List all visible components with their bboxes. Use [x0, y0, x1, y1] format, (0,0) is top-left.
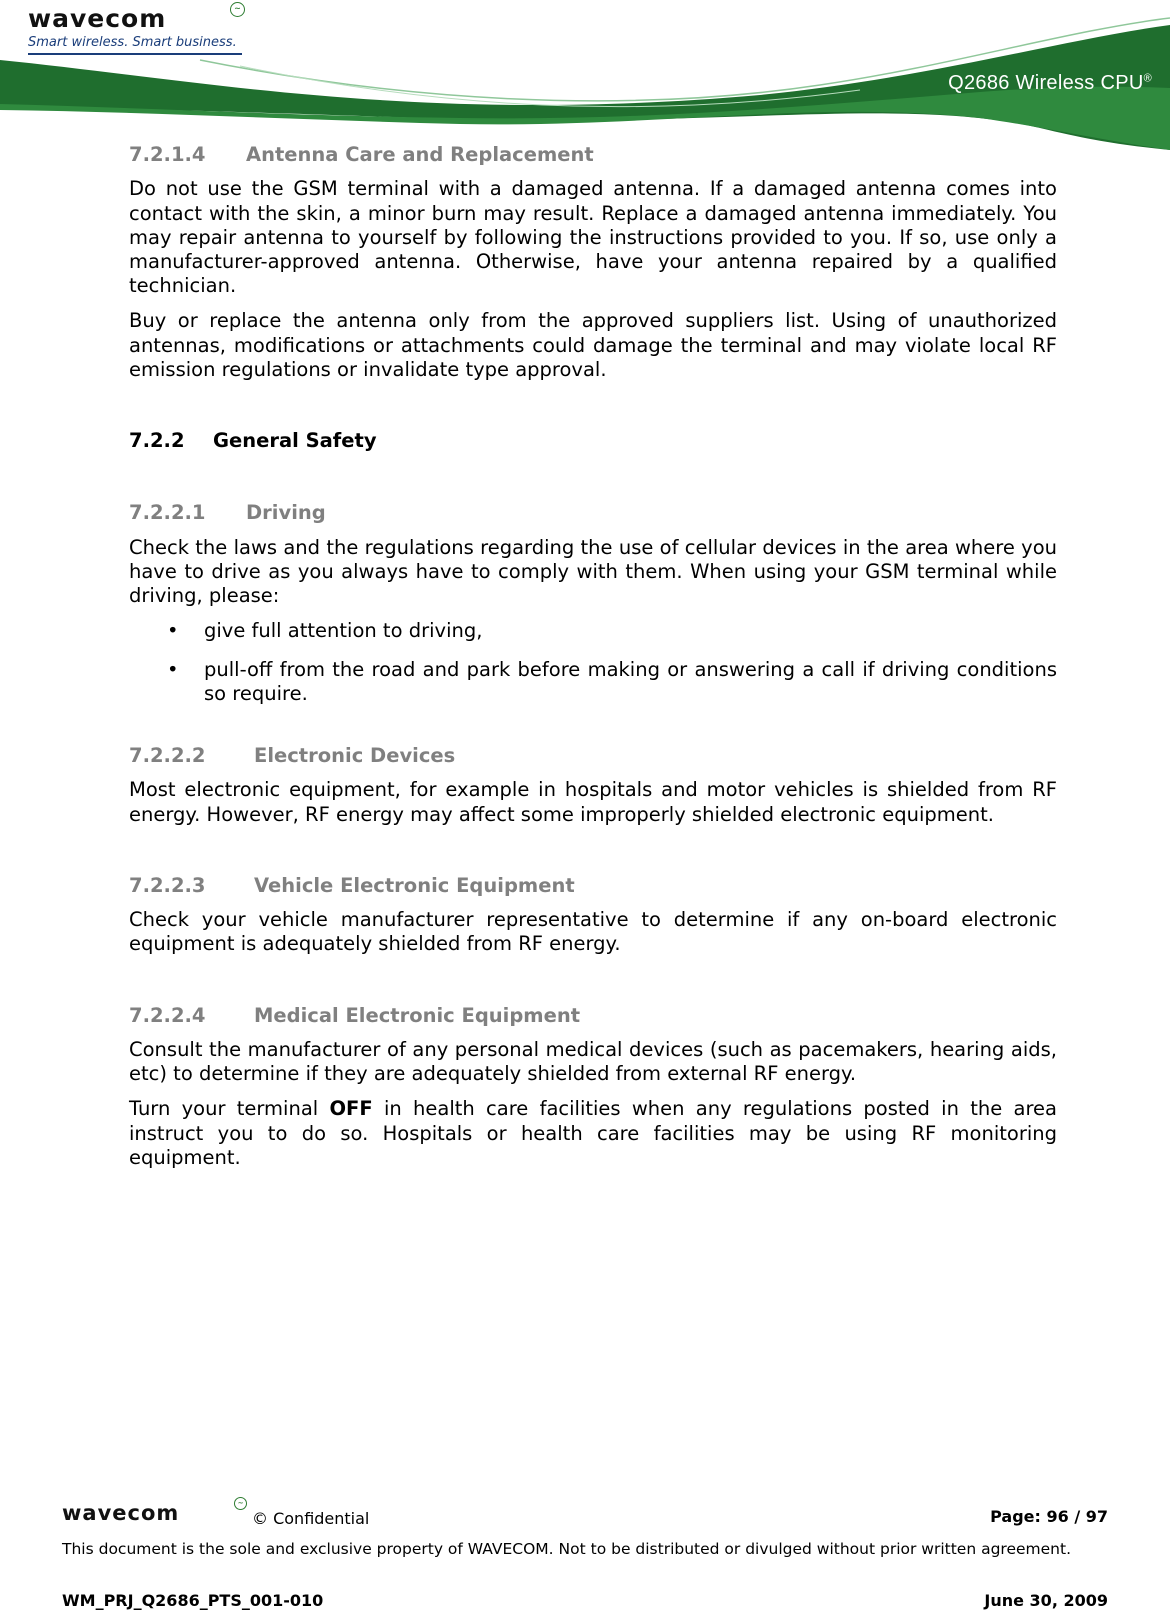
page-number: Page: 96 / 97: [990, 1507, 1108, 1526]
heading-number: 7.2.2.1: [129, 501, 206, 525]
heading-title: Antenna Care and Replacement: [246, 143, 594, 166]
list-item: [129, 658, 1057, 706]
heading-medical-electronic-equipment: [129, 1004, 1057, 1027]
heading-general-safety: [129, 429, 1057, 452]
list-item-text: pull-off from the road and park before making or answering a call if driving conditions so require.: [204, 657, 1057, 705]
heading-number: 7.2.1.4: [129, 143, 206, 166]
paragraph-text: in health care facilities when any regulations posted in the area instruct you to do so. Hospitals or health care facilities may be using RF monitoring equipment.: [129, 1097, 1057, 1169]
heading-driving: [129, 501, 1057, 524]
paragraph: Most electronic equipment, for example in hospitals and motor vehicles is shielded from RF energy. However, RF energy may affect some improperly shielded electronic equipment.: [129, 778, 1057, 826]
heading-vehicle-electronic-equipment: [129, 874, 1057, 897]
product-title: [948, 72, 1152, 95]
bullet-icon: •: [167, 619, 179, 643]
footer-logo-wordmark: wavecom: [62, 1501, 180, 1525]
paragraph-text: Turn your terminal: [129, 1097, 330, 1121]
paragraph: Do not use the GSM terminal with a damaged antenna. If a damaged antenna comes into contact with the skin, a minor burn may result. Replace a damaged antenna immediately. You may repair antenna to yourself by following the instructions provided to you. If so, use only a manufacturer-approved antenna. Otherwise, have your antenna repaired by a qualified technician.: [129, 177, 1057, 298]
emphasis-off: OFF: [329, 1097, 373, 1121]
list-item: [129, 619, 1057, 643]
heading-electronic-devices: [129, 744, 1057, 767]
paragraph: Check the laws and the regulations regarding the use of cellular devices in the area where you have to drive as you always have to comply with them. When using your GSM terminal while driving, please:: [129, 535, 1057, 608]
wavecom-logo: [28, 6, 242, 55]
footer-logo-badge-icon: ~: [234, 1497, 247, 1510]
heading-title: Driving: [246, 501, 326, 525]
heading-title: Vehicle Electronic Equipment: [254, 873, 575, 897]
heading-number: 7.2.2: [129, 429, 185, 453]
property-notice: This document is the sole and exclusive property of WAVECOM. Not to be distributed or divulged without prior written agreement.: [62, 1540, 1071, 1558]
heading-number: 7.2.2.2: [129, 744, 206, 768]
heading-title: General Safety: [213, 429, 377, 453]
logo-tagline: Smart wireless. Smart business.: [28, 35, 242, 55]
heading-number: 7.2.2.3: [129, 873, 206, 897]
logo-wordmark: wavecom: [28, 4, 167, 33]
heading-title: Medical Electronic Equipment: [254, 1003, 581, 1027]
heading-antenna-care: [129, 143, 1057, 166]
bullet-icon: •: [167, 657, 179, 681]
heading-title: Electronic Devices: [254, 744, 456, 768]
confidential-label: © Confidential: [252, 1509, 370, 1528]
page-header: [0, 0, 1170, 150]
document-reference: WM_PRJ_Q2686_PTS_001-010: [62, 1591, 324, 1610]
paragraph: [129, 1097, 1057, 1170]
document-date: June 30, 2009: [984, 1591, 1108, 1610]
page-content: [129, 143, 1057, 1170]
list-item-text: give full attention to driving,: [204, 619, 483, 643]
heading-number: 7.2.2.4: [129, 1003, 206, 1027]
logo-badge-icon: ~: [230, 2, 245, 17]
product-name: Q2686 Wireless CPU: [948, 72, 1144, 94]
paragraph: Buy or replace the antenna only from the approved suppliers list. Using of unauthorized antennas, modifications or attachments could damage the terminal and may violate local RF emission regulations or invalidate type approval.: [129, 309, 1057, 381]
bullet-list: [129, 619, 1057, 706]
product-registered-mark: ®: [1143, 72, 1152, 85]
paragraph: Consult the manufacturer of any personal medical devices (such as pacemakers, hearing aids, etc) to determine if they are adequately shielded from external RF energy.: [129, 1038, 1057, 1086]
paragraph: Check your vehicle manufacturer representative to determine if any on-board electronic equipment is adequately shielded from RF energy.: [129, 908, 1057, 956]
